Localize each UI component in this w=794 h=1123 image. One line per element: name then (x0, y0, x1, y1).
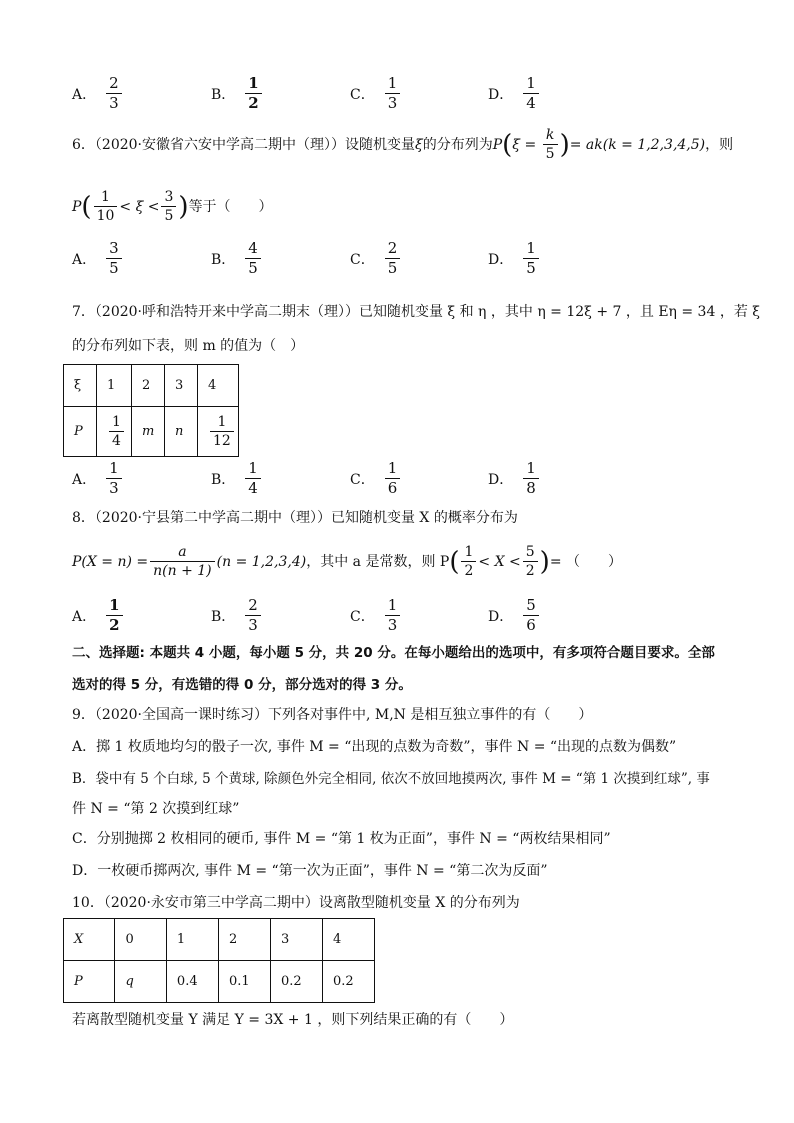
option-label: A． (72, 86, 97, 103)
q7-distribution-table (63, 364, 239, 457)
q8-formula-line: P(X = n) = $\frac{a}{n(n + 1)}$ (n = 1,2,3,4) ，其中 a 是常数，则 P ( $\frac{1}{2}$ < X < $\frac{5}{2}$ ) = （ ） (72, 544, 622, 579)
fraction: $\frac{3}{5}$ (161, 190, 176, 223)
fraction: $\frac{1}{2}$ (461, 545, 476, 578)
q9-option-a[interactable]: A．掷 1 枚质地均匀的骰子一次, 事件 M = “出现的点数为奇数”，事件 N = “出现的点数为偶数” (72, 739, 677, 755)
fraction: $\frac{1}{10}$ (94, 190, 118, 223)
fraction: $\frac{a}{n(n + 1)}$ (150, 545, 215, 578)
fraction: $\frac{1}{8}$ (523, 461, 539, 496)
fraction: $\frac{1}{12}$ (210, 415, 234, 448)
q6-stem: 6．（2020·安徽省六安中学高二期中（理））设随机变量 ξ 的分布列为 P ( ξ = $\frac{k}{5}$ ) = ak(k = 1,2,3,4,5) ，则 (72, 127, 734, 162)
q7-option-d[interactable]: D． $\frac{1}{8}$ (488, 461, 541, 496)
q5-option-a[interactable] (72, 76, 124, 111)
q7-option-b[interactable]: B． $\frac{1}{4}$ (211, 461, 263, 496)
q7-option-a[interactable]: A． $\frac{1}{3}$ (72, 461, 124, 496)
fraction: $\frac{1}{3}$ (385, 76, 401, 111)
q10-tail: 若离散型随机变量 Y 满足 Y = 3X + 1 ，则下列结果正确的有（ ） (72, 1012, 514, 1028)
q7-stem: 7．（2020·呼和浩特开来中学高二期末（理））已知随机变量 ξ 和 η ，其中 η = 12ξ + 7 ，且 Eη = 34 ，若 ξ (72, 304, 760, 320)
fraction: $\frac{1}{2}$ (245, 76, 261, 111)
fraction: $\frac{1}{4}$ (245, 461, 261, 496)
option-label: B． (211, 86, 236, 103)
q6-stem-line2: P ( $\frac{1}{10}$ < ξ < $\frac{3}{5}$ ) 等于（ ） (72, 189, 273, 224)
q6-option-c[interactable]: C． $\frac{2}{5}$ (350, 241, 402, 276)
q9-option-d[interactable]: D．一枚硬币掷两次, 事件 M = “第一次为正面”，事件 N = “第二次为反面” (72, 863, 548, 879)
table-row: P q 0.4 0.1 0.2 0.2 (64, 961, 375, 1003)
section-heading-line2: 选对的得 5 分，有选错的得 0 分，部分选对的得 3 分。 (72, 677, 412, 693)
fraction: $\frac{1}{5}$ (523, 241, 539, 276)
q6-option-b[interactable]: B． $\frac{4}{5}$ (211, 241, 263, 276)
q5-option-d[interactable] (488, 76, 541, 111)
q6-option-d[interactable]: D． $\frac{1}{5}$ (488, 241, 541, 276)
q9-option-b[interactable]: B．袋中有 5 个白球, 5 个黄球, 除颜色外完全相同, 依次不放回地摸两次, 事件 M = “第 1 次摸到红球”, 事 (72, 771, 710, 787)
q9-option-c[interactable]: C．分别抛掷 2 枚相同的硬币, 事件 M = “第 1 枚为正面”，事件 N = “两枚结果相同” (72, 831, 611, 847)
fraction: $\frac{k}{5}$ (543, 128, 558, 161)
option-label: C． (350, 86, 375, 103)
q8-option-a[interactable]: A． $\frac{1}{2}$ (72, 598, 125, 633)
q5-option-b[interactable] (211, 76, 264, 111)
table-row: P $\frac{1}{4}$ m n $\frac{1}{12}$ (64, 407, 239, 457)
fraction: $\frac{1}{2}$ (106, 598, 122, 633)
q9-stem: 9．（2020·全国高一课时练习）下列各对事件中, M,N 是相互独立事件的有（ ） (72, 707, 593, 723)
q7-option-c[interactable]: C． $\frac{1}{6}$ (350, 461, 402, 496)
table-row: ξ 1 2 3 4 (64, 365, 239, 407)
q6-option-a[interactable]: A． $\frac{3}{5}$ (72, 241, 124, 276)
fraction: $\frac{1}{4}$ (523, 76, 539, 111)
q5-option-c[interactable] (350, 76, 402, 111)
section-heading: 二、选择题: 本题共 4 小题，每小题 5 分，共 20 分。在每小题给出的选项中，有多项符合题目要求。全部 (72, 645, 715, 661)
fraction: $\frac{2}{3}$ (106, 76, 122, 111)
q7-stem-line2: 的分布列如下表，则 m 的值为（ ） (72, 338, 305, 354)
q8-stem: 8．（2020·宁县第二中学高二期中（理））已知随机变量 X 的概率分布为 (72, 510, 518, 526)
option-label: D． (488, 86, 514, 103)
q8-option-c[interactable]: C． $\frac{1}{3}$ (350, 598, 402, 633)
fraction: $\frac{1}{4}$ (109, 415, 124, 448)
fraction: $\frac{2}{3}$ (245, 598, 261, 633)
fraction: $\frac{5}{6}$ (523, 598, 539, 633)
fraction: $\frac{1}{6}$ (385, 461, 401, 496)
fraction: $\frac{4}{5}$ (245, 241, 261, 276)
q8-option-b[interactable]: B． $\frac{2}{3}$ (211, 598, 263, 633)
q10-distribution-table (63, 918, 375, 1003)
fraction: $\frac{2}{5}$ (385, 241, 401, 276)
fraction: $\frac{1}{3}$ (385, 598, 401, 633)
fraction: $\frac{5}{2}$ (523, 545, 538, 578)
q9-option-b-line2: 件 N = “第 2 次摸到红球” (72, 801, 240, 817)
q8-option-d[interactable]: D． $\frac{5}{6}$ (488, 598, 541, 633)
q10-stem: 10．（2020·永安市第三中学高二期中）设离散型随机变量 X 的分布列为 (72, 895, 520, 911)
table-row: X 0 1 2 3 4 (64, 919, 375, 961)
fraction: $\frac{3}{5}$ (106, 241, 122, 276)
fraction: $\frac{1}{3}$ (106, 461, 122, 496)
